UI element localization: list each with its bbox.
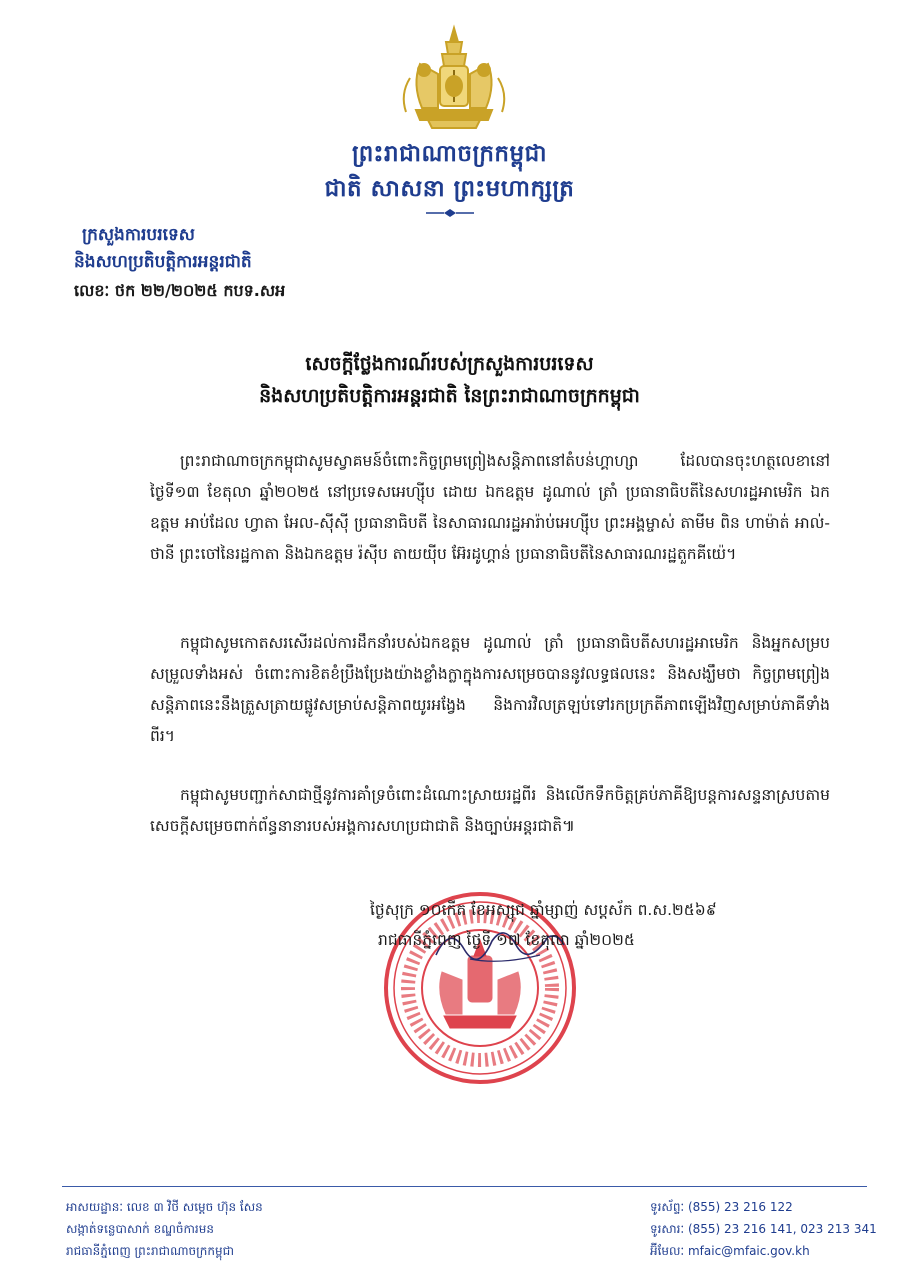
kingdom-motto: ជាតិ សាសនា ព្រះមហាក្សត្រ: [324, 176, 575, 202]
fax-row: [650, 1218, 890, 1240]
address-line-1: លេខ ៣ វិថី សម្តេច ហ៊ុន សែន: [126, 1200, 263, 1214]
phone-label: ទូរស័ព្ទៈ: [650, 1200, 685, 1214]
solar-date: រាជធានីភ្នំពេញ ថ្ងៃទី ១៧ ខែតុលា ឆ្នាំ២០២៥: [378, 931, 635, 949]
email-label: អ៊ីមែលៈ: [650, 1244, 685, 1258]
fax-number: (855) 23 216 141, 023 213 341: [687, 1222, 877, 1236]
document-title-line1: សេចក្ដីថ្លែងការណ៍របស់ក្រសួងការបរទេស: [305, 353, 594, 375]
decorative-divider-icon: [424, 208, 476, 218]
address-label: អាសយដ្ឋានៈ: [66, 1200, 123, 1214]
address-line-3: រាជធានីភ្នំពេញ ព្រះរាជាណាចក្រកម្ពុជា: [66, 1244, 234, 1258]
body-paragraph-1: [150, 446, 830, 570]
footer-contacts: [650, 1196, 890, 1262]
phone-row: [650, 1196, 890, 1218]
body-paragraph-2: [150, 628, 830, 752]
email-address[interactable]: mfaic@mfaic.gov.kh: [687, 1244, 810, 1258]
ministry-name-line2: និងសហប្រតិបត្តិការអន្តរជាតិ: [74, 252, 252, 272]
kingdom-title: ព្រះរាជាណាចក្រកម្ពុជា: [351, 141, 548, 167]
phone-number: (855) 23 216 122: [687, 1200, 793, 1214]
reference-number: លេខៈ ថក ២២/២០២៥ កបទ.សអ: [74, 281, 286, 300]
ministry-name-line1: ក្រសួងការបរទេស: [82, 225, 195, 245]
footer-divider: [62, 1186, 867, 1187]
email-row: [650, 1240, 890, 1262]
footer-address: [66, 1196, 486, 1262]
paragraph-3-text: កម្ពុជាសូមបញ្ជាក់សាជាថ្មីនូវការគាំទ្រចំពោះដំណោះស្រាយរដ្ឋពីរ និងលើកទឹកចិត្តគ្រប់ភាគីឱ្យបន្តការសន្ទនាស្របតាមសេចក្ដីសម្រេចពាក់ព័ន្ធនានារបស់អង្គការសហប្រជាជាតិ និងច្បាប់អន្តរជាតិ៕: [150, 786, 830, 835]
address-row-1: [66, 1196, 486, 1218]
address-line-2: សង្កាត់ទន្លេបាសាក់ ខណ្ឌចំការមន: [66, 1222, 214, 1236]
body-paragraph-3: [150, 780, 830, 842]
fax-label: ទូរសារៈ: [650, 1222, 685, 1236]
document-title-line2: និងសហប្រតិបត្តិការអន្តរជាតិ នៃព្រះរាជាណាចក្រកម្ពុជា: [259, 385, 640, 407]
lunar-date: ថ្ងៃសុក្រ ១០កើត ខែអស្សុជ ឆ្នាំម្សាញ់ សប្តស័ក ព.ស.២៥៦៩: [370, 901, 717, 919]
paragraph-2-text: កម្ពុជាសូមកោតសរសើរដល់ការដឹកនាំរបស់ឯកឧត្តម ដូណាល់ ត្រាំ ប្រធានាធិបតីសហរដ្ឋអាមេរិក និងអ្នកសម្របសម្រួលទាំងអស់ ចំពោះការខិតខំប្រឹងប្រែងយ៉ាងខ្លាំងក្លាក្នុងការសម្រេចបាននូវលទ្ធផលនេះ និងសង្ឃឹមថា កិច្ចព្រមព្រៀងសន្តិភាពនេះនឹងត្រួសត្រាយផ្លូវសម្រាប់សន្តិភាពយូរអង្វែង និងការវិលត្រឡប់ទៅរកប្រក្រតីភាពឡើងវិញសម្រាប់ភាគីទាំងពីរ។: [150, 634, 830, 745]
paragraph-1-text: ព្រះរាជាណាចក្រកម្ពុជាសូមស្វាគមន៍ចំពោះកិច្ចព្រមព្រៀងសន្តិភាពនៅតំបន់ហ្គាហ្សា ដែលបានចុះហត្ថលេខានៅថ្ងៃទី១៣ ខែតុលា ឆ្នាំ២០២៥ នៅប្រទេសអេហ្ស៊ីប ដោយ ឯកឧត្តម ដូណាល់ ត្រាំ ប្រធានាធិបតីនៃសហរដ្ឋអាមេរិក ឯកឧត្តម អាប់ដែល ហ្វាតា អែល-ស៊ីស៊ី ប្រធានាធិបតី នៃសាធារណរដ្ឋអារ៉ាប់អេហ្ស៊ីប ព្រះអង្គម្ចាស់ តាមីម ពិន ហាម៉ាត់ អាល់-ថានី ព្រះចៅនៃរដ្ឋកាតា និងឯកឧត្តម រ៉ស៊ីប តាយយ៉ីប អ៊ែរដូហ្គាន់ ប្រធានាធិបតីនៃសាធារណរដ្ឋតួកគីយ៉េ។: [150, 452, 830, 563]
royal-emblem-icon: [398, 24, 510, 132]
